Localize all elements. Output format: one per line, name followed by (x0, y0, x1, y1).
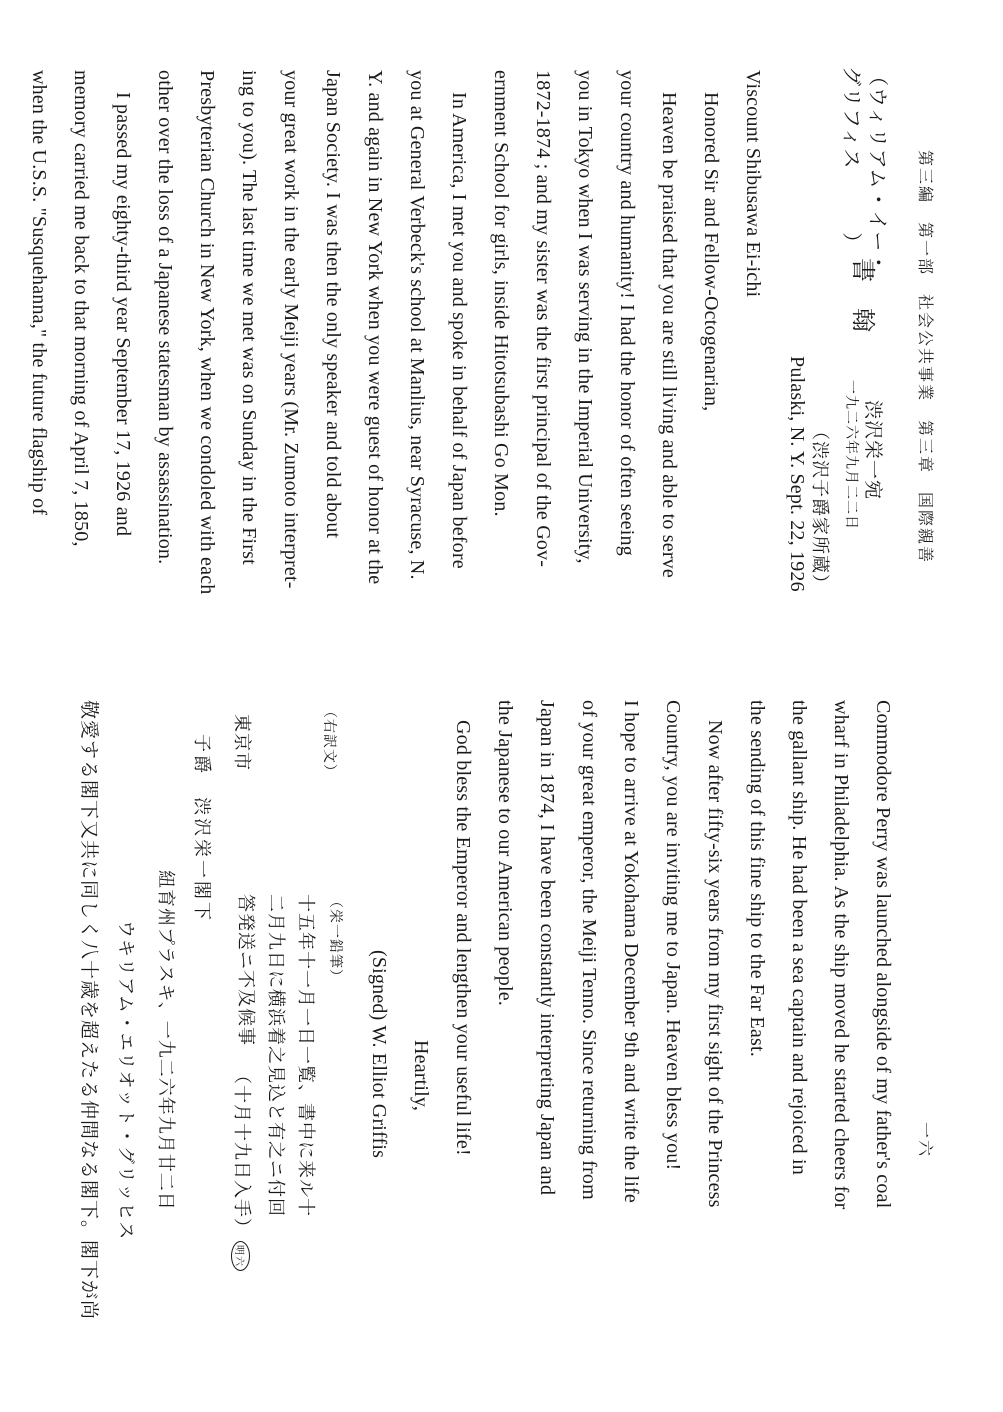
translation-recipient: 子爵 渋沢栄一閣下 (191, 734, 212, 923)
letter-closing: Heartily, (410, 1040, 432, 1112)
letter-line: when the U.S.S. "Susquehanna," the future flagship of (28, 70, 50, 516)
author-line-1: （ウィリアム・イー・ (866, 66, 890, 274)
translation-label: （右訳文） (321, 704, 337, 779)
letter-line: Presbyterian Church in New York, when we condoled with each (196, 70, 218, 595)
translation-city: 東京市 (231, 714, 252, 771)
letter-line: your country and humanity! I had the honor of often seeing (616, 70, 638, 556)
letter-line: the sending of this fine ship to the Far East. (746, 700, 768, 1057)
letter-line: I passed my eighty-third year September 17, 1926 and (112, 92, 134, 537)
letter-line: the gallant ship. He had been a sea captain and rejoiced in (788, 700, 810, 1175)
letter-line: 1872-1874 ; and my sister was the first principal of the Gov- (532, 70, 554, 568)
letter-line: your great work in the early Meiji years (Mr. Zumoto interpret- (280, 70, 302, 589)
translation-sender-name: ウキリアム・エリオット・グリッヒス (115, 920, 136, 1241)
source-note: （渋沢子爵家所蔵） (809, 422, 830, 593)
letter-line: ernment School for girls, inside Hitotsubashi Go Mon. (490, 70, 512, 517)
letter-line: I hope to arrive at Yokohama December 9th and write the life (620, 700, 642, 1203)
letter-signature: (Signed) W. Elliot Griffis (368, 950, 390, 1159)
letter-line: Japan Society. I was then the only speaker and told about (322, 70, 344, 539)
letter-line: ing to you). The last time we met was on Sunday in the First (238, 70, 260, 565)
pencil-note-line-1: 十五年十一月一日一覧、書中に来ル十 (295, 894, 316, 1217)
received-badge: 明六 (231, 1241, 250, 1271)
letter-line: wharf in Philadelphia. As the ship moved he started cheers for (830, 700, 852, 1210)
letter-line: the Japanese to our American people. (494, 700, 516, 1006)
received-date (230, 1066, 256, 1271)
letter-line: memory carried me back to that morning of April 7, 1850, (70, 70, 92, 547)
salutation-line-1: Viscount Shibusawa Ei-ichi (742, 70, 764, 298)
letter-kind-title: 書 翰 (849, 258, 877, 333)
letter-line: In America, I met you and spoke in behalf of Japan before (448, 92, 470, 569)
letter-line: you at General Verbeck's school at Manlius, near Syracuse, N. (406, 70, 428, 580)
translation-body-line-1: 敬愛する閣下又共に同しく八十歳を超えたる仲間なる閣下。閣下が尚 (78, 700, 100, 1321)
date-jp: 一九二六年九月二二日 (843, 380, 859, 530)
translation-sender-place-date: 紐育州プラスキ、一九二六年九月廿二日 (155, 870, 176, 1211)
letter-line: Commodore Perry was launched alongside of my father's coal (872, 700, 894, 1209)
received-date-text: （十月十九日入手） (231, 1066, 252, 1237)
letter-place-date: Pulaski, N. Y. Sept. 22, 1926 (786, 356, 808, 592)
letter-line: Now after fifty-six years from my first sight of the Princess (704, 720, 726, 1208)
page-number: 一六 (916, 1122, 935, 1159)
pencil-note-label: （栄一鉛筆） (327, 894, 343, 984)
letter-line: Heaven be praised that you are still living and able to serve (658, 92, 680, 578)
letter-line: you in Tokyo when I was serving in the Imperial University, (574, 70, 596, 564)
pencil-note-line-3: 答発送ニ不及候事 (235, 894, 256, 1046)
letter-line: God bless the Emperor and lengthen your useful life! (452, 720, 474, 1156)
author-line-2: グリフィス ） (840, 66, 864, 254)
addressee: 渋沢栄一宛 (862, 400, 884, 501)
letter-line: other over the loss of a Japanese statesman by assassination. (154, 70, 176, 565)
letter-line: Y. and again in New York when you were guest of honor at the (364, 70, 386, 585)
letter-line: of your great emperor, the Meiji Tenno. Since returning from (578, 700, 600, 1200)
salutation-line-2: Honored Sir and Fellow-Octogenarian, (700, 92, 722, 412)
pencil-note-line-2: 二月九日に横浜着之見込と有之ニ付回 (265, 894, 286, 1217)
letter-line: Japan in 1874, I have been constantly interpreting Japan and (536, 700, 558, 1196)
running-title: 第三編 第一部 社会公共事業 第三章 国際親善 (916, 150, 935, 565)
letter-line: Country, you are inviting me to Japan. Heaven bless you! (662, 700, 684, 1171)
